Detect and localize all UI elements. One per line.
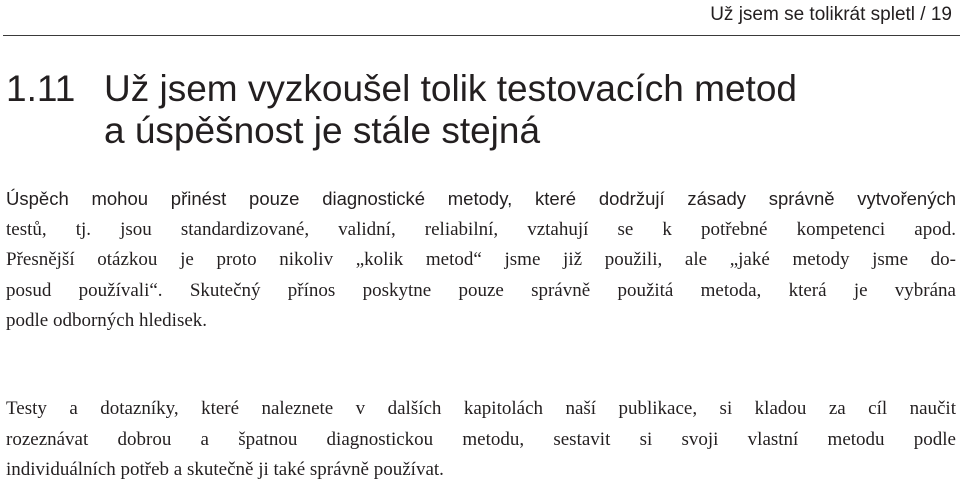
paragraph-line: rozeznávat dobrou a špatnou diagnostickou metodu, sestavit si svoji vlastní metodu podle <box>6 428 956 450</box>
header-rule <box>3 35 960 36</box>
chapter-number: 1.11 <box>6 68 76 109</box>
body-paragraph-2 <box>6 394 956 486</box>
chapter-heading <box>6 68 956 152</box>
body-paragraph-1 <box>6 184 956 337</box>
chapter-title-line-1: Už jsem vyzkoušel tolik testovacích metod <box>104 68 797 109</box>
paragraph-line: testů, tj. jsou standardizované, validní, reliabilní, vztahují se k potřebné kompetenci apod. <box>6 218 956 240</box>
paragraph-line: Přesnější otázkou je proto nikoliv „kolik metod“ jsme již použili, ale „jaké metody jsme do- <box>6 249 956 270</box>
running-header <box>0 0 960 35</box>
paragraph-line: posud používali“. Skutečný přínos poskytne pouze správně použitá metoda, která je vybrána <box>6 279 956 301</box>
running-title: Už jsem se tolikrát spletl / 19 <box>710 4 952 25</box>
paragraph-line: podle odborných hledisek. <box>6 310 208 331</box>
paragraph-line: individuálních potřeb a skutečně ji také správně používat. <box>6 459 444 480</box>
paragraph-line: Úspěch mohou přinést pouze diagnostické metody, které dodržují zásady správně vytvořených <box>6 188 956 209</box>
paragraph-line: Testy a dotazníky, které naleznete v dalších kapitolách naší publikace, si kladou za cíl naučit <box>6 398 956 419</box>
chapter-title-line-2: a úspěšnost je stále stejná <box>104 110 541 151</box>
